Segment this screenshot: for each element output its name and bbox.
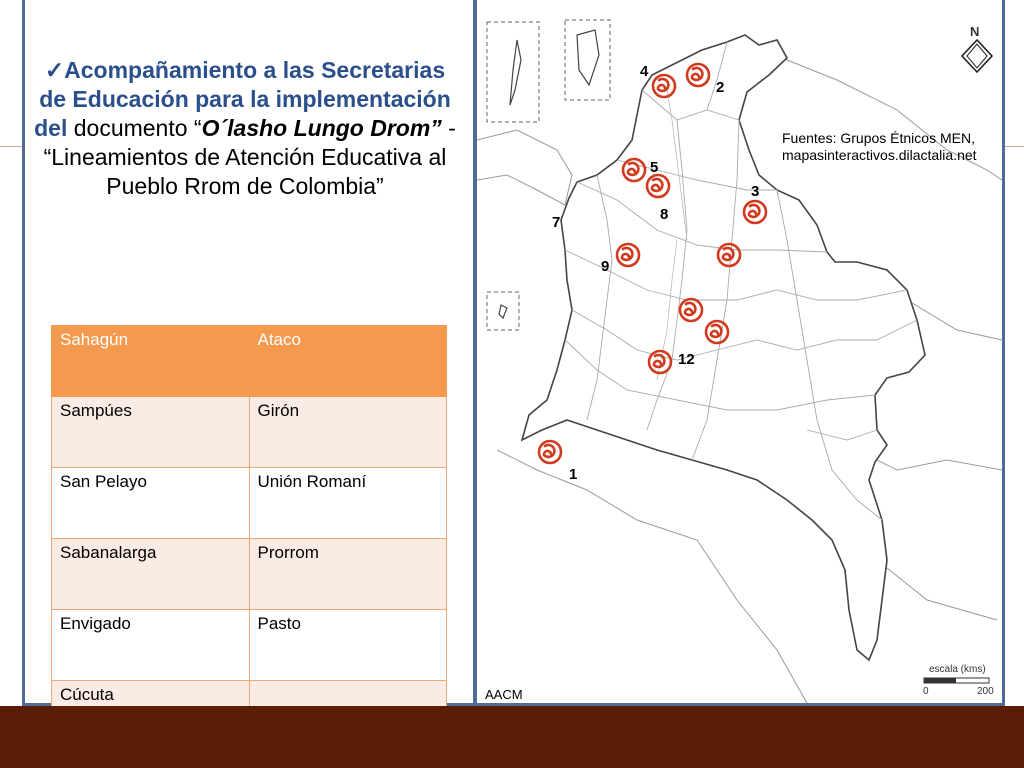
heading-text-1: documento “	[67, 115, 202, 141]
marker-label-8: 8	[660, 206, 669, 223]
marker-label-2: 2	[716, 79, 725, 96]
marker-label-4: 4	[640, 63, 649, 80]
marker-label-12: 12	[678, 351, 695, 368]
marker-label-7: 7	[552, 214, 561, 231]
checkmark-icon: ✓	[44, 57, 65, 83]
north-label: N	[970, 24, 980, 39]
slide-heading	[30, 56, 460, 201]
map-credit: AACM	[485, 687, 523, 702]
neighbor-outline-ecuador-peru	[497, 450, 807, 703]
table-cell: Sampúes	[52, 397, 250, 468]
island-malpelo	[499, 305, 507, 318]
scale-title: escala (kms)	[929, 664, 986, 675]
table-cell: Sabanalarga	[52, 539, 250, 610]
scale-min: 0	[923, 686, 929, 697]
table-row	[52, 610, 447, 681]
colombia-outline	[522, 35, 925, 660]
island-san-andres	[510, 40, 521, 105]
cities-table	[51, 325, 447, 752]
spiral-marker-icon	[539, 441, 561, 463]
table-cell: Prorrom	[249, 539, 447, 610]
document-title: O´lasho Lungo Drom”	[201, 115, 442, 141]
sources-line-2: mapasinteractivos.dilactalia.net	[782, 147, 977, 163]
map-sources	[782, 130, 977, 164]
table-header-cell: Ataco	[249, 326, 447, 397]
table-row	[52, 468, 447, 539]
marker-label-3: 3	[751, 183, 760, 200]
neighbor-outline-panama	[477, 130, 572, 205]
island-providencia	[577, 30, 599, 85]
north-arrow-icon	[962, 24, 992, 72]
table-cell: Girón	[249, 397, 447, 468]
marker-label-1: 1	[569, 466, 578, 483]
marker-label-9: 9	[601, 258, 610, 275]
table-header-row	[52, 326, 447, 397]
heading-blue-text: Acompañamiento a las Secretarias de Educación para la implementación del	[34, 57, 451, 141]
colombia-map	[477, 0, 1002, 703]
table-cell: Unión Romaní	[249, 468, 447, 539]
island-inset-malpelo	[487, 292, 519, 330]
decorative-line-left	[0, 146, 22, 147]
table-row	[52, 397, 447, 468]
map-panel	[474, 0, 1005, 706]
footer-band	[0, 706, 1024, 768]
table-cell: Envigado	[52, 610, 250, 681]
table-cell: San Pelayo	[52, 468, 250, 539]
table-header-cell: Sahagún	[52, 326, 250, 397]
scale-bar	[923, 664, 994, 697]
table-row	[52, 539, 447, 610]
scale-max: 200	[977, 686, 994, 697]
heading-text-2: - “Lineamientos de Atención Educativa al Pueblo Rrom de Colombia”	[43, 115, 456, 199]
sources-line-1: Fuentes: Grupos Étnicos MEN,	[782, 130, 975, 146]
marker-label-5: 5	[650, 159, 659, 176]
table-cell: Cúcuta	[52, 681, 250, 752]
table-cell: Pasto	[249, 610, 447, 681]
